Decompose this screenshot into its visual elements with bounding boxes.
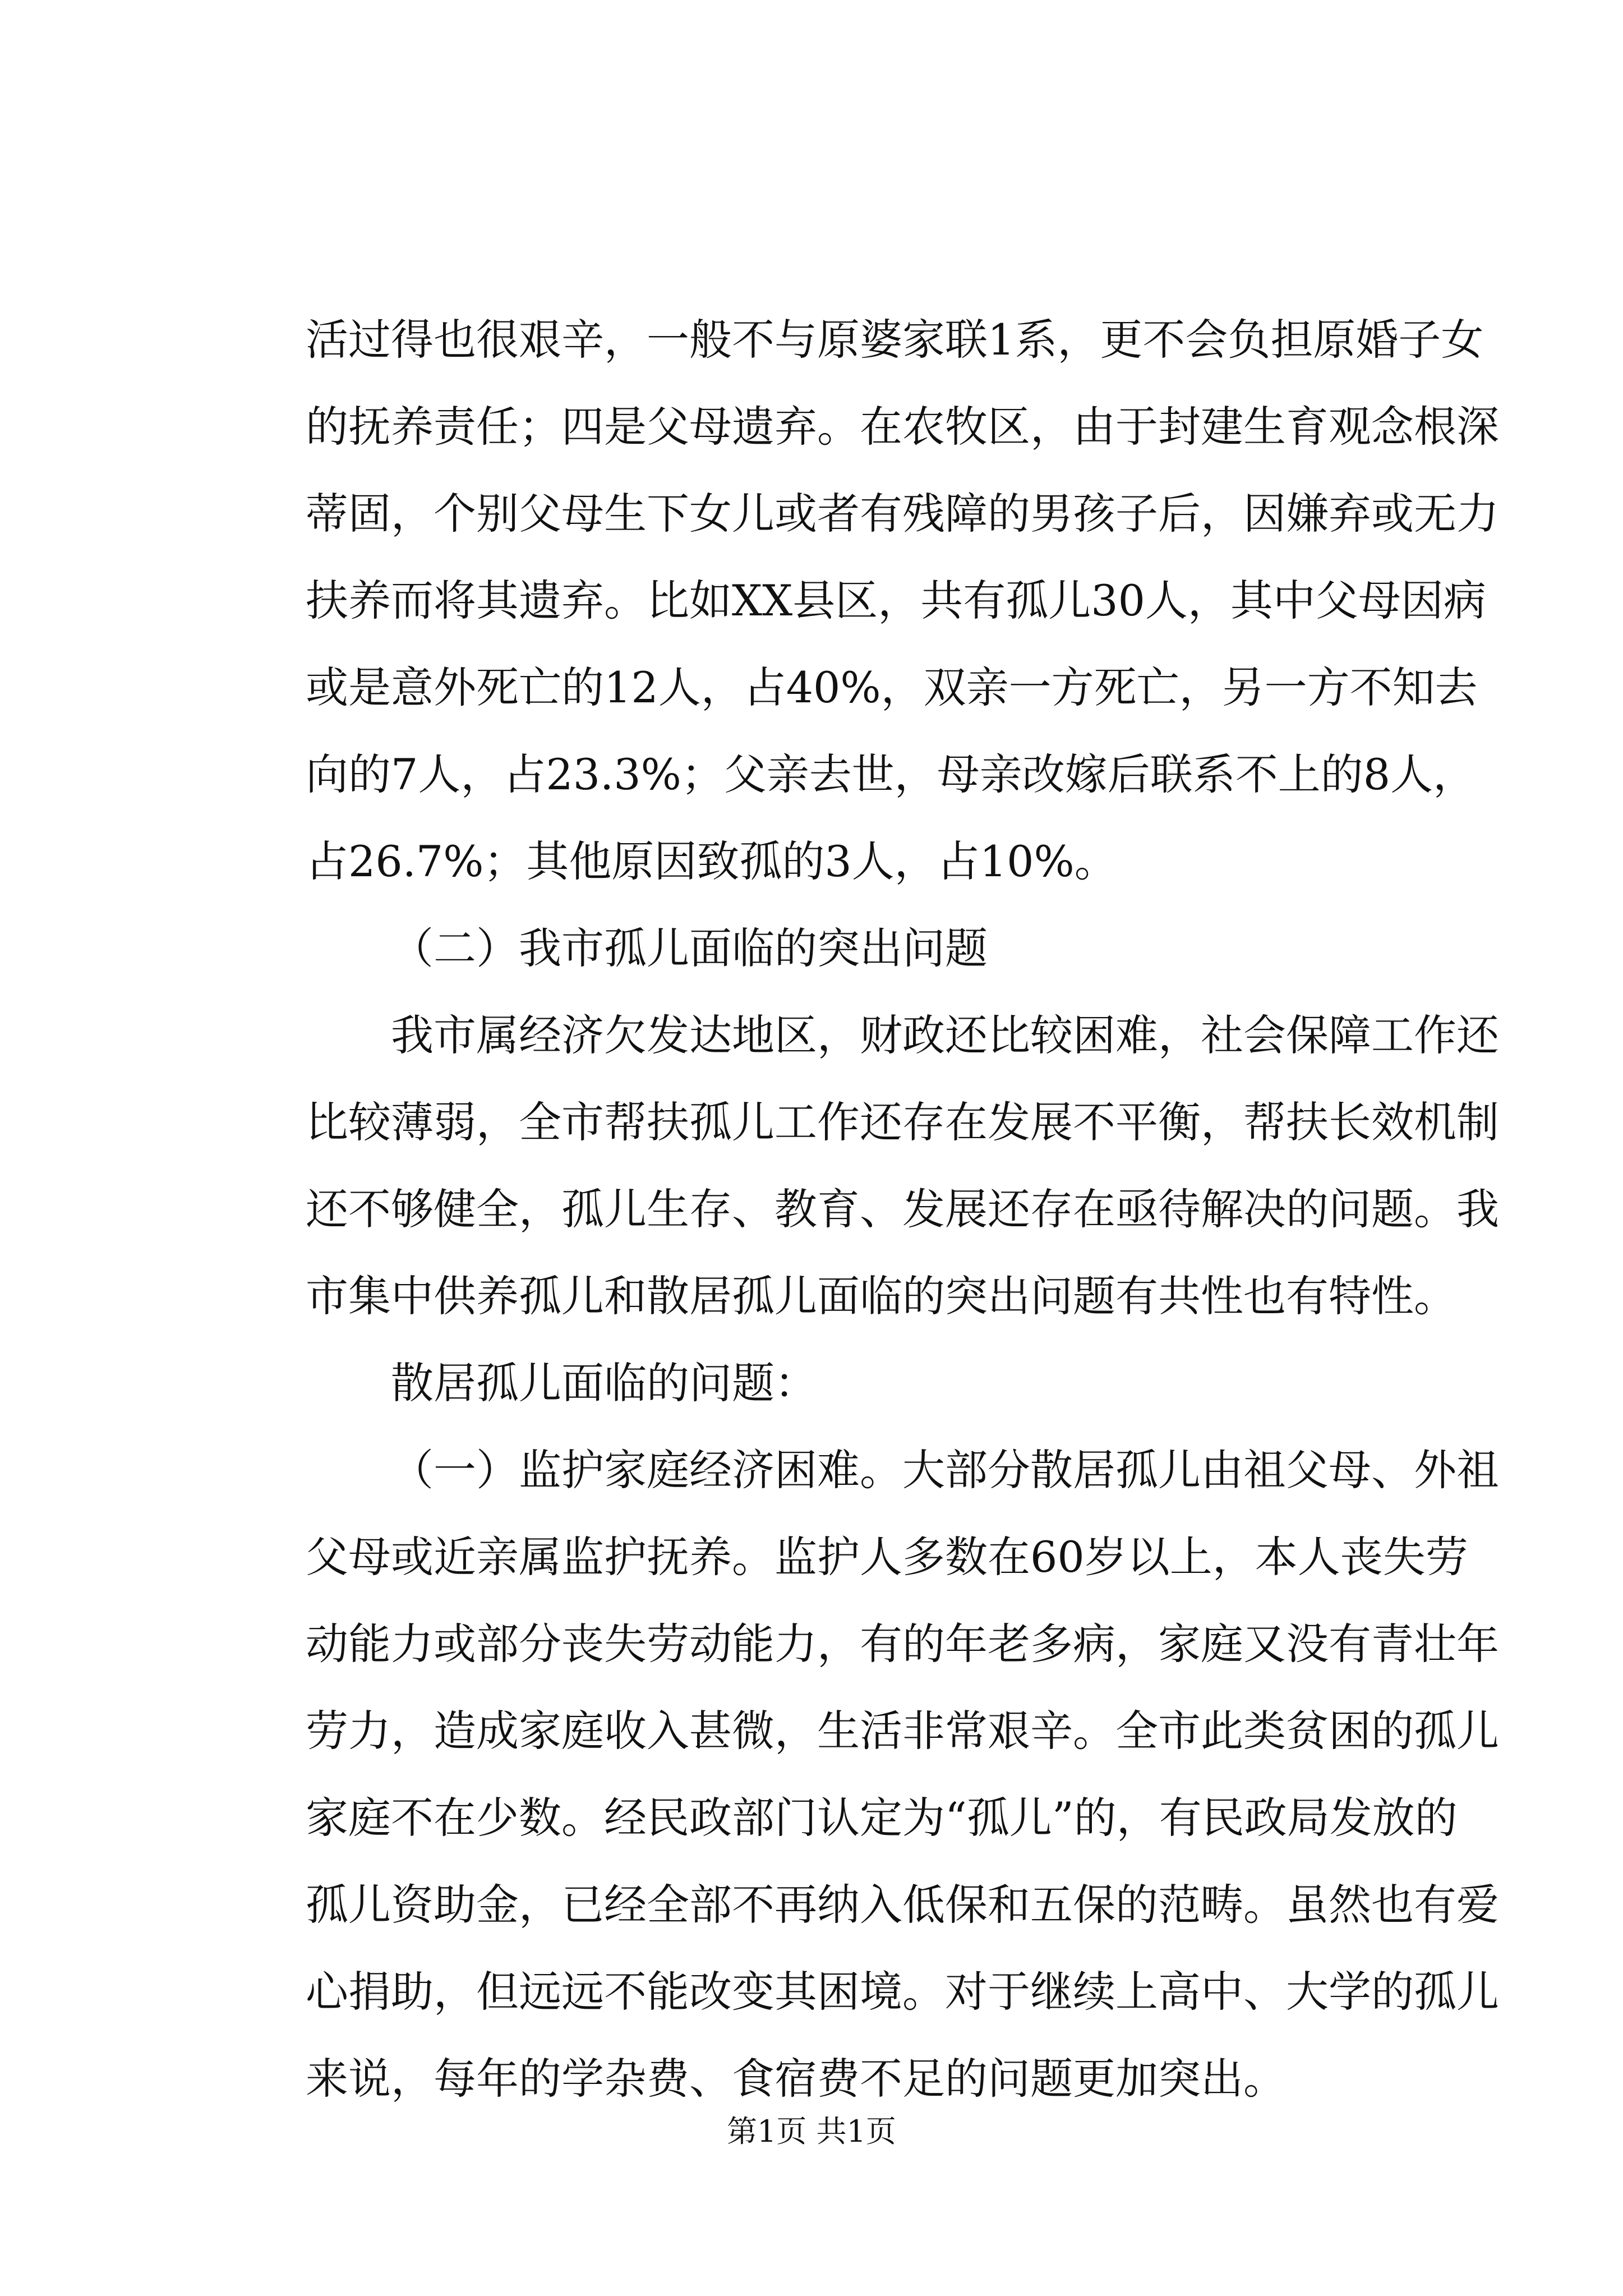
text-line: 劳力，造成家庭收入甚微，生活非常艰辛。全市此类贫困的孤儿 [306, 1706, 1499, 1756]
text-line: 的抚养责任；四是父母遗弃。在农牧区，由于封建生育观念根深 [306, 402, 1499, 452]
text-line: 我市属经济欠发达地区，财政还比较困难，社会保障工作还 [391, 1010, 1499, 1060]
page-number: 第1页 共1页 [727, 2114, 896, 2149]
page-footer [0, 2109, 1623, 2154]
document-body [306, 296, 1499, 2122]
text-line: 扶养而将其遗弃。比如XX县区，共有孤儿30人，其中父母因病 [306, 576, 1486, 625]
text-line: 占26.7%；其他原因致孤的3人，占10%。 [306, 836, 1117, 886]
text-line: 还不够健全，孤儿生存、教育、发展还存在亟待解决的问题。我 [306, 1184, 1499, 1234]
text-line: 父母或近亲属监护抚养。监护人多数在60岁以上，本人丧失劳 [306, 1532, 1468, 1582]
text-line: 活过得也很艰辛，一般不与原婆家联1系，更不会负担原婚子女 [306, 315, 1484, 365]
text-line: 心捐助，但远远不能改变其困境。对于继续上高中、大学的孤儿 [306, 1967, 1499, 2017]
subheading: 散居孤儿面临的问题： [391, 1358, 817, 1408]
text-line: 动能力或部分丧失劳动能力，有的年老多病，家庭又没有青壮年 [306, 1619, 1499, 1669]
text-line: 来说，每年的学杂费、食宿费不足的问题更加突出。 [306, 2054, 1286, 2104]
text-line: 或是意外死亡的12人，占40%，双亲一方死亡，另一方不知去 [306, 662, 1478, 712]
text-line: 比较薄弱，全市帮扶孤儿工作还存在发展不平衡，帮扶长效机制 [306, 1097, 1499, 1147]
text-line: 孤儿资助金，已经全部不再纳入低保和五保的范畴。虽然也有爱 [306, 1880, 1499, 1930]
text-line: 市集中供养孤儿和散居孤儿面临的突出问题有共性也有特性。 [306, 1271, 1456, 1321]
text-line: 家庭不在少数。经民政部门认定为“孤儿”的，有民政局发放的 [306, 1793, 1458, 1843]
text-line: 蒂固，个别父母生下女儿或者有残障的男孩子后，因嫌弃或无力 [306, 489, 1499, 539]
text-line: 向的7人，占23.3%；父亲去世，母亲改嫁后联系不上的8人， [306, 749, 1476, 799]
text-line: （一）监护家庭经济困难。大部分散居孤儿由祖父母、外祖 [391, 1445, 1499, 1495]
section-heading: （二）我市孤儿面临的突出问题 [391, 923, 988, 973]
